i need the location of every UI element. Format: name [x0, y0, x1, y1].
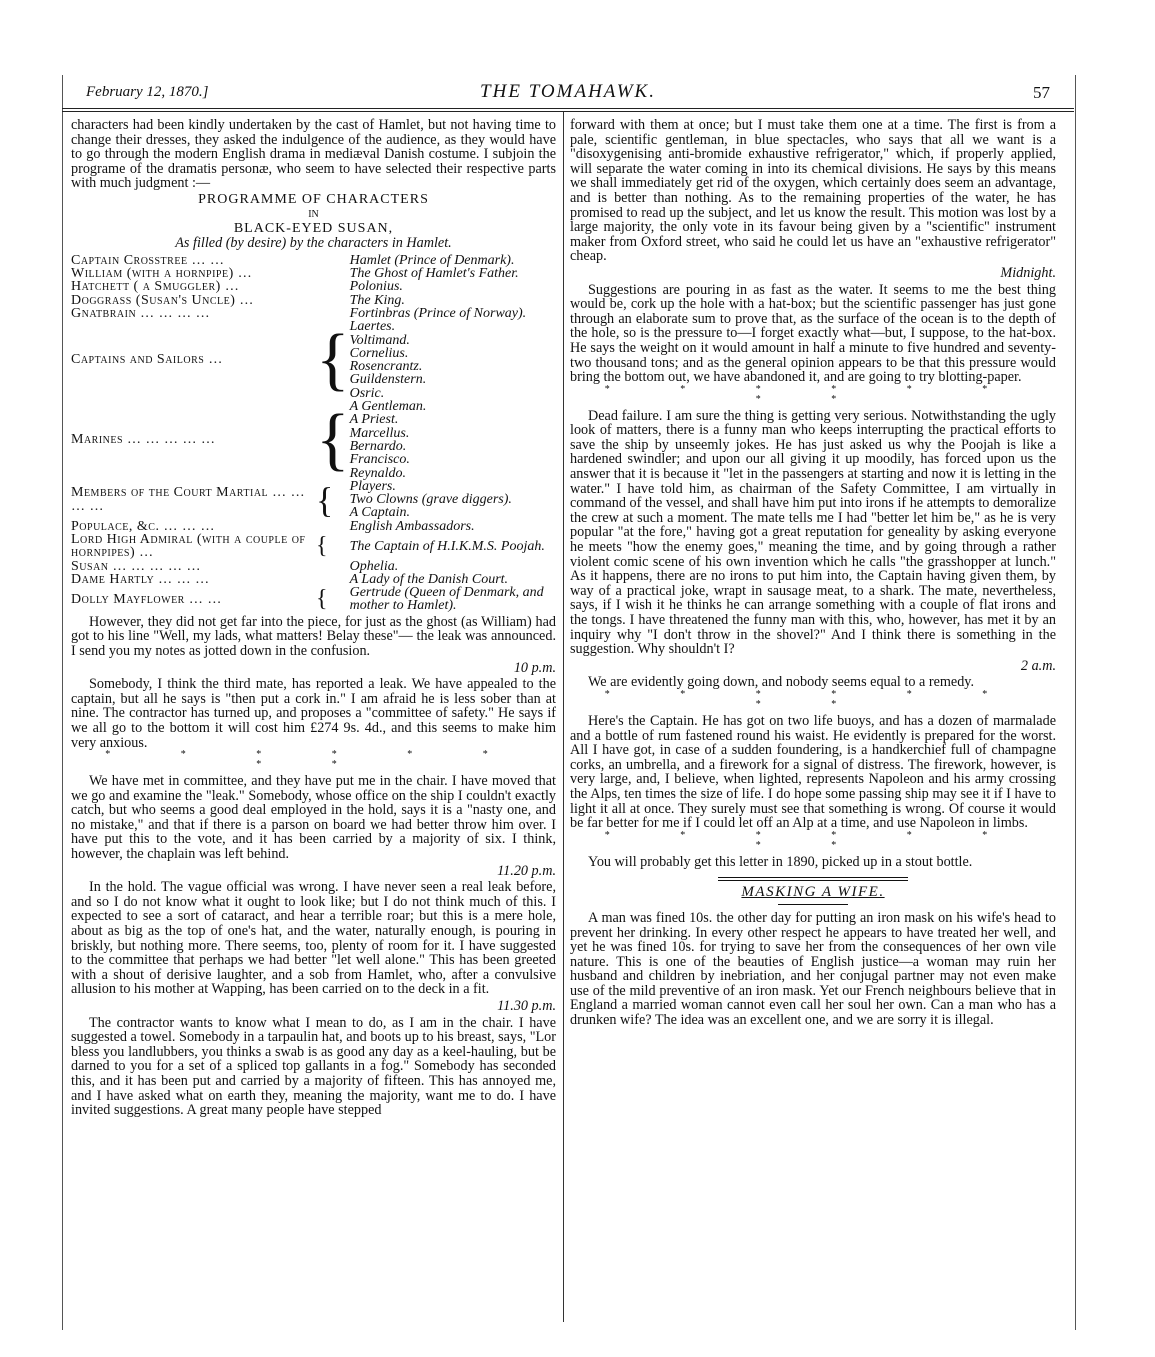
cast-row — [71, 294, 556, 307]
cast-row: Lord High Admiral (with a couple of hornpipes) … { The Captain of H.I.K.M.S. Poojah. — [71, 533, 556, 560]
cast-actor: The King. — [349, 292, 405, 308]
cast-role: William (with a hornpipe) … — [71, 266, 253, 282]
cast-group-sailors: Captains and Sailors … { Laertes. Voltimand. Cornelius. Rosencrantz. Guildenstern. Osric. — [71, 320, 556, 400]
cast-actor: A Gentleman. — [349, 399, 427, 415]
cast-role: Captains and Sailors … — [71, 352, 223, 368]
cast-actor: Francisco. — [349, 452, 410, 468]
cast-role: Gnatbrain … … … … — [71, 305, 211, 321]
programme-in: IN — [308, 208, 319, 220]
cast-row — [71, 573, 556, 586]
cast-actor: Osric. — [349, 385, 385, 401]
cast-role: Doggrass (Susan's Uncle) … — [71, 292, 254, 308]
cast-group-court: Members of the Court Martial … … … … { Players. Two Clowns (grave diggers). A Captain. — [71, 480, 556, 520]
cast-actor: A Captain. — [349, 505, 411, 521]
cast-role: Members of the Court Martial … … … … — [71, 485, 306, 514]
masking-paragraph: A man was fined 10s. the other day for putting an iron mask on his wife's head to prevent her drinking. In every other respect he appears to have treated her well, and yet he was fined 10s. for trying to save her from the consequences of her own vile nature. This is one of the beauties of English justice—a woman may ruin her husband and children by inebriation, and her conjugal partner may not even make use of the mild preventive of an iron mask. Yet our French neighbours believe that in England a married woman cannot even call her soul her own. Can a man who has a drunken wife? The idea was an excellent one, and we are sorry it is illegal. — [570, 909, 1056, 1029]
captain-paragraph: Here's the Captain. He has got on two life buoys, and has a dozen of marmalade and a bottle of rum fastened round his waist. He evidently is prepared for the worst. All I have got, in case of a sudden foundering, is a handkerchief full of champagne corks, an umbrella, and a firework for a signal of distress. The firework, however, is very large, and, I believe, when lighted, represents Napoleon and his army crossing the Alps, ten times the size of life. I do hope some passing ship may see it if I have to light it all at once. They surely must see that something is wrong. Of course it would be far better for me if I could let off an Alp at a time, and use Napoleon in limbs. — [570, 712, 1056, 832]
section-stars: * * * * * * * * — [604, 383, 1022, 405]
header-rule-bottom — [62, 111, 1074, 112]
cast-actor: Rosencrantz. — [349, 359, 423, 375]
cast-role: Lord High Admiral (with a couple of hornpipes) … — [71, 531, 306, 561]
committee-paragraph: We have met in committee, and they have put me in the chair. I have moved that we go and examine the "leak." Somebody, whose office on the ship I couldn't exactly catch, but who seems a good deal employed in the hold, says it is a "nasty one, and no mistake," and that if there is a parson on board we had better throw him over. I have put this to the vote, and it has been carried by a majority of six. I think, however, the chaplain was left behind. — [71, 773, 556, 863]
cast-actor: Hamlet (Prince of Denmark). — [349, 252, 515, 268]
cast-table — [71, 254, 556, 613]
timestamp: Midnight. — [1000, 264, 1056, 281]
cast-role: Marines … … … … … — [71, 432, 216, 448]
cast-actor: The Ghost of Hamlet's Father. — [349, 266, 519, 282]
column-divider — [563, 112, 564, 1322]
dead-failure-paragraph: Dead failure. I am sure the thing is getting very serious. Notwithstanding the ugly look of matters, there is a funny man who keeps interrupting the practical efforts to save the ship by unseemly jokes. He has just asked us why the Poojah is like a hardened swindler; and upon our all giving it up moodily, has forced upon us the answer that it is because it "let in the passengers at starting and now it is letting in the water." I have told him, as chairman of the Safety Committee, I am virtually in command of the vessel, and shall have him put into irons if he attempts to demoralize the crew at such a moment. The mate tells me I had "better let him be," as he is very popular "at the fore," having got a great reputation for geneality by asking everyone he meets "how the enemy goes," meaning the time, and by going through a rather violent comic scene of his own invention which he calls "the grasshopper at lunch." As it happens, there are no irons to put him into, the Captain having given them, by way of a practical joke, wrapt in sausage meat, to a shark. The mate, nevertheless, says, if I wish it he thinks he can arrange something with a couple of flat irons and the tongs. I have threatened the funny man with this, who, however, has met it by an inquiry why "I don't throw in the shovel?" And I think there is something in the suggestion. Why shouldn't I? — [570, 407, 1056, 658]
somebody-paragraph: Somebody, I think the third mate, has reported a leak. We have appealed to the captain, but all he says is "then put a cork in." I am afraid he is less sober than at nine. The contractor has turned up, and proposes a "committee of safety." He says if we all go to the bottom it will cost him £274 9s. 4d., and this seems to make him very anxious. — [71, 676, 556, 751]
masking-title: MASKING A WIFE. — [741, 884, 885, 901]
contractor-paragraph: The contractor wants to know what I mean to do, as I am in the chair. I have suggested a towel. Somebody in a tarpaulin hat, and boots up to his breast, says, "Lor bless you landlubbers, you thinks a swab is as good any day as a keel-hauling, but be darned to you for a set of a spliced top gallants in a fog." Somebody has seconded this, and it has been put and carried by a majority of fifteen. This has annoyed me, and I have asked what on earth they, meaning the majority, want me to do. I have invited suggestions. A great many people have stepped — [71, 1014, 556, 1119]
cast-actor: Gertrude (Queen of Denmark, and mother to Hamlet). — [349, 585, 544, 614]
masthead-title: THE TOMAHAWK. — [480, 81, 656, 102]
ornament-rule — [718, 877, 908, 881]
cast-role: Hatchett ( a Smuggler) … — [71, 279, 240, 295]
timestamp: 2 a.m. — [1020, 657, 1056, 674]
cast-actor: Guildenstern. — [349, 372, 427, 388]
section-stars: * * * * * * * * — [604, 688, 1022, 710]
cast-actor: The Captain of H.I.K.M.S. Poojah. — [349, 538, 545, 554]
issue-date: February 12, 1870.] — [86, 84, 209, 100]
timestamp: 11.30 p.m. — [497, 998, 556, 1015]
cast-row — [71, 520, 556, 533]
cast-row: Dolly Mayflower … … { Gertrude (Queen of Denmark, and mother to Hamlet). — [71, 586, 556, 613]
cast-actor: English Ambassadors. — [349, 518, 475, 534]
cast-actor: Players. — [349, 478, 396, 494]
going-down-paragraph: We are evidently going down, and nobody seems equal to a remedy. — [588, 674, 975, 691]
cast-actor: A Priest. — [349, 412, 399, 428]
cast-row — [71, 560, 556, 573]
cast-actor: Polonius. — [349, 279, 403, 295]
cast-actor: Fortinbras (Prince of Norway). — [349, 305, 527, 321]
cast-actor: Reynaldo. — [349, 465, 406, 481]
timestamp: 10 p.m. — [513, 659, 556, 676]
header-rule-top — [62, 108, 1074, 109]
cast-actor: Cornelius. — [349, 345, 409, 361]
cast-row — [71, 254, 556, 267]
section-stars: * * * * * * * * — [105, 749, 522, 771]
short-rule — [778, 904, 848, 905]
page-number: 57 — [1033, 83, 1050, 102]
cast-actor: Bernardo. — [349, 438, 407, 454]
cast-role: Captain Crosstree … … — [71, 252, 225, 268]
cast-role: Susan … … … … … — [71, 558, 202, 574]
cast-row — [71, 267, 556, 280]
cast-role: Dame Hartly … … … — [71, 571, 210, 587]
forward-paragraph: forward with them at once; but I must take them one at a time. The first is from a pale, scientific gentleman, in blue spectacles, who says that all we want is a "disoxygenising anti-bromide exhaustive refrigerator," which, if properly applied, will separate the water coming in into its chemical divisions. He says by this means we shall immediately get rid of the oxygen, which certainly does seem an advantage, and is better than nothing. As to the remaining properties of the water, he has promised to read up the subject, and let us know the result. This motion was lost by a large majority, the only vote in its favour being given by a "scientific" instrument maker from Oxford street, who said he could let us have an "exhaustive refrigerator" cheap. — [570, 117, 1056, 265]
programme-subtitle: As filled (by desire) by the characters in Hamlet. — [175, 235, 452, 252]
intro-paragraph: characters had been kindly undertaken by the cast of Hamlet, but not having time to change their dresses, they asked the indulgence of the audience, as they would have to go through the modern English drama in mediæval Danish costume. I subjoin the programe of the dramatis personæ, who seem to have selected their respective parts with much judgment :— — [71, 117, 556, 192]
section-stars: * * * * * * * * — [604, 829, 1022, 851]
timestamp: 11.20 p.m. — [497, 862, 556, 879]
cast-role: Populace, &c. … … … — [71, 518, 215, 534]
cast-role: Dolly Mayflower … … — [71, 591, 222, 607]
cast-group-marines: Marines … … … … … { A Gentleman. A Priest. Marcellus. Bernardo. Francisco. Reynaldo. — [71, 400, 556, 480]
cast-actor: Marcellus. — [349, 425, 410, 441]
page-header — [62, 78, 1074, 108]
programme-play: BLACK-EYED SUSAN, — [233, 220, 394, 236]
cast-row — [71, 307, 556, 320]
cast-actor: Ophelia. — [349, 558, 399, 574]
cast-actor: Two Clowns (grave diggers). — [349, 492, 512, 508]
column-right — [570, 118, 1056, 1028]
cast-row — [71, 280, 556, 293]
programme-title: PROGRAMME OF CHARACTERS — [198, 191, 429, 207]
cast-actor: Laertes. — [349, 319, 396, 335]
cast-actor: Voltimand. — [349, 332, 410, 348]
letter-paragraph: You will probably get this letter in 1890, picked up in a stout bottle. — [588, 853, 973, 870]
suggestions-paragraph: Suggestions are pouring in as fast as the water. It seems to me the best thing would be, cork up the hole with a hat-box; but the scientific passenger has just gone through an elaborate sum to prove that, as the surface of the ocean is to the depth of the hole, so is the pressure to—I forget exactly what—but, I suppose, to the hat-box. He says the weight on it would amount in half a minute to five hundred and seventy-two thousand tons; and as the general opinion appears to be that this pressure would bring the bottom out, we have abandoned it, and are going to try blotting-paper. — [570, 281, 1056, 386]
however-paragraph: However, they did not get far into the piece, for just as the ghost (as William) had got to his line "Well, my lads, what matters! Belay these"— the leak was announced. I send you my notes as jotted down in the confusion. — [71, 613, 556, 659]
column-left — [71, 118, 556, 1118]
cast-actor: A Lady of the Danish Court. — [349, 571, 509, 587]
hold-paragraph: In the hold. The vague official was wrong. I have never seen a real leak before, and so I do not know what it ought to look like; but I do not think much of this. I expected to see a sort of cataract, and hear a terrible roar; but this is a mere hole, about as big as the top of one's hat, and the water, naturally enough, is pouring in briskly, but nothing more. There seems, too, plenty of room for it. I have suggested to the committee that perhaps we had better "let well alone." This has been greeted with a shout of derisive laughter, and a sob from Hamlet, who, after a convulsive allusion to his mother at Wapping, has been carried on to the deck in a fit. — [71, 879, 556, 998]
